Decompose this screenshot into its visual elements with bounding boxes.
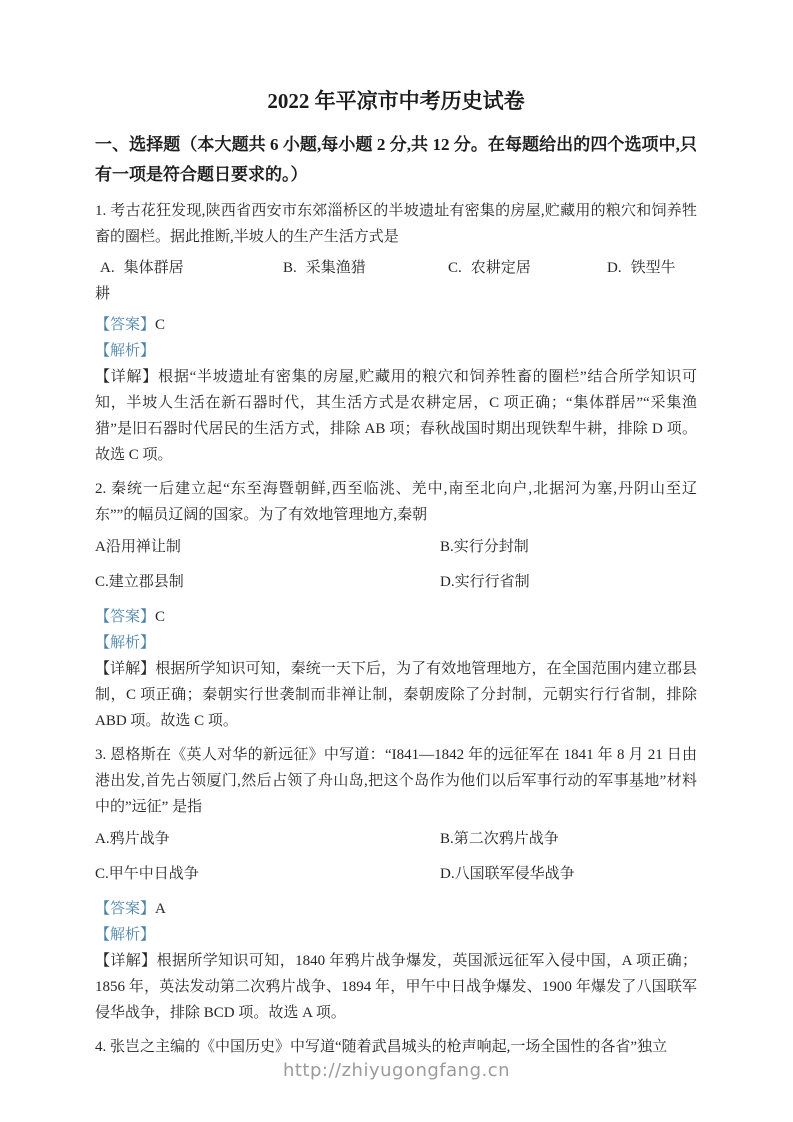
page-title: 2022 年平凉市中考历史试卷 [267, 89, 525, 113]
answer-value: C [155, 317, 166, 333]
question-1-explanation: 【详解】根据“半坡遗址有密集的房屋,贮藏用的粮穴和饲养牲畜的圈栏”结合所学知识可知，半坡人生活在新石器时代，其生活方式是农耕定居，C 项正确；“集体群居”“采集渔猎”是旧石器时代居民的生活方式，排除 AB 项；春秋战国时期出现铁犁牛耕，排除 D 项。故选 C 项。 [95, 369, 697, 463]
question-2-stem: 2. 秦统一后建立起“东至海暨朝鲜,西至临洮、羌中,南至北向户,北据河为塞,丹阴山至辽东””的幅员辽阔的国家。为了有效地管理地方,秦朝 [95, 481, 697, 523]
option-d [607, 256, 676, 277]
option-b-text: 采集渔猎 [305, 260, 366, 276]
question-1 [95, 198, 697, 468]
option-d [440, 569, 697, 595]
option-c [95, 861, 440, 887]
answer-label: 【答案】 [95, 317, 156, 333]
question-3-stem: 3. 恩格斯在《英人对华的新远征》中写道：“I841—1842 年的远征军在 1841 年 8 月 21 日由港出发,首先占领厦门,然后占领了舟山岛,把这个岛作为他们以后军事行动的军事基地”材料中的”远征” 是指 [95, 747, 697, 815]
option-a-text: 沿用禅让制 [105, 539, 181, 555]
option-d-label: D. [607, 260, 622, 276]
document-content [95, 0, 697, 1066]
option-c [95, 569, 440, 595]
analysis-line [95, 922, 697, 948]
option-a [100, 256, 184, 277]
analysis-line [95, 338, 697, 364]
option-a [95, 534, 440, 560]
option-c [448, 256, 531, 277]
option-c-text: 甲午中日战争 [108, 866, 199, 882]
question-4 [95, 1034, 697, 1060]
option-c-text: 农耕定居 [470, 260, 531, 276]
question-4-stem: 4. 张岂之主编的《中国历史》中写道“随着武昌城头的枪声响起,一场全国性的各省”独立 [95, 1039, 668, 1055]
option-b-text: 第二次鸦片战争 [453, 831, 559, 847]
option-d-label: D. [440, 866, 455, 882]
answer-line [95, 604, 697, 630]
answer-value: A [155, 901, 166, 917]
option-a-label: A [95, 539, 106, 555]
answer-line [95, 896, 697, 922]
option-b-label: B. [283, 260, 297, 276]
analysis-label: 【解析】 [95, 635, 156, 651]
question-1-stem: 1. 考古花狂发现,陕西省西安市东郊淄桥区的半坡遗址有密集的房屋,贮藏用的粮穴和饲养牲畜的圈栏。据此推断,半坡人的生产生活方式是 [95, 203, 697, 245]
option-d-text: 实行行省制 [454, 574, 530, 590]
option-d-text: 铁型牛 [630, 260, 676, 276]
question-2-explanation: 【详解】根据所学知识可知，秦统一天下后，为了有效地管理地方，在全国范围内建立郡县制，C 项正确；秦朝实行世袭制而非禅让制，秦朝废除了分封制，元朝实行行省制，排除 ABD 项。故选 C 项。 [95, 661, 697, 729]
option-b-text: 实行分封制 [453, 539, 529, 555]
option-b [440, 826, 697, 852]
option-d-label: D. [440, 574, 455, 590]
analysis-label: 【解析】 [95, 343, 156, 359]
answer-value: C [155, 609, 166, 625]
options-row [95, 861, 697, 887]
options-row [95, 826, 697, 852]
option-b [440, 534, 697, 560]
option-a [95, 826, 440, 852]
option-b-label: B. [440, 539, 454, 555]
option-a-text: 鸦片战争 [109, 831, 170, 847]
question-3 [95, 742, 697, 1026]
question-2-options [95, 534, 697, 595]
option-d-wrapped-text: 耕 [95, 286, 111, 302]
options-row [95, 569, 697, 595]
question-2 [95, 476, 697, 734]
options-row [95, 534, 697, 560]
option-c-label: C. [95, 574, 109, 590]
option-b-label: B. [440, 831, 454, 847]
option-b [283, 256, 366, 277]
section-heading: 一、选择题（本大题共 6 小题,每小题 2 分,共 12 分。在每题给出的四个选项中,只有一项是符合题日要求的。） [95, 135, 697, 184]
question-3-options [95, 826, 697, 887]
answer-label: 【答案】 [95, 609, 156, 625]
option-c-label: C. [448, 260, 462, 276]
option-a-label: A. [95, 831, 110, 847]
option-d [440, 861, 697, 887]
answer-line [95, 312, 697, 338]
analysis-label: 【解析】 [95, 927, 156, 943]
option-c-label: C. [95, 866, 109, 882]
option-a-text: 集体群居 [123, 260, 184, 276]
watermark-url: http://zhiyugongfang.cn [282, 1060, 511, 1081]
option-c-text: 建立郡县制 [108, 574, 184, 590]
question-1-options [95, 256, 697, 308]
question-3-explanation: 【详解】根据所学知识可知，1840 年鸦片战争爆发，英国派远征军入侵中国，A 项正确；1856 年，英法发动第二次鸦片战争、1894 年，甲午中日战争爆发、1900 年爆发了八国联军侵华战争，排除 BCD 项。故选 A 项。 [95, 953, 697, 1021]
option-d-text: 八国联军侵华战争 [454, 866, 575, 882]
analysis-line [95, 630, 697, 656]
answer-label: 【答案】 [95, 901, 156, 917]
option-a-label: A. [100, 260, 115, 276]
